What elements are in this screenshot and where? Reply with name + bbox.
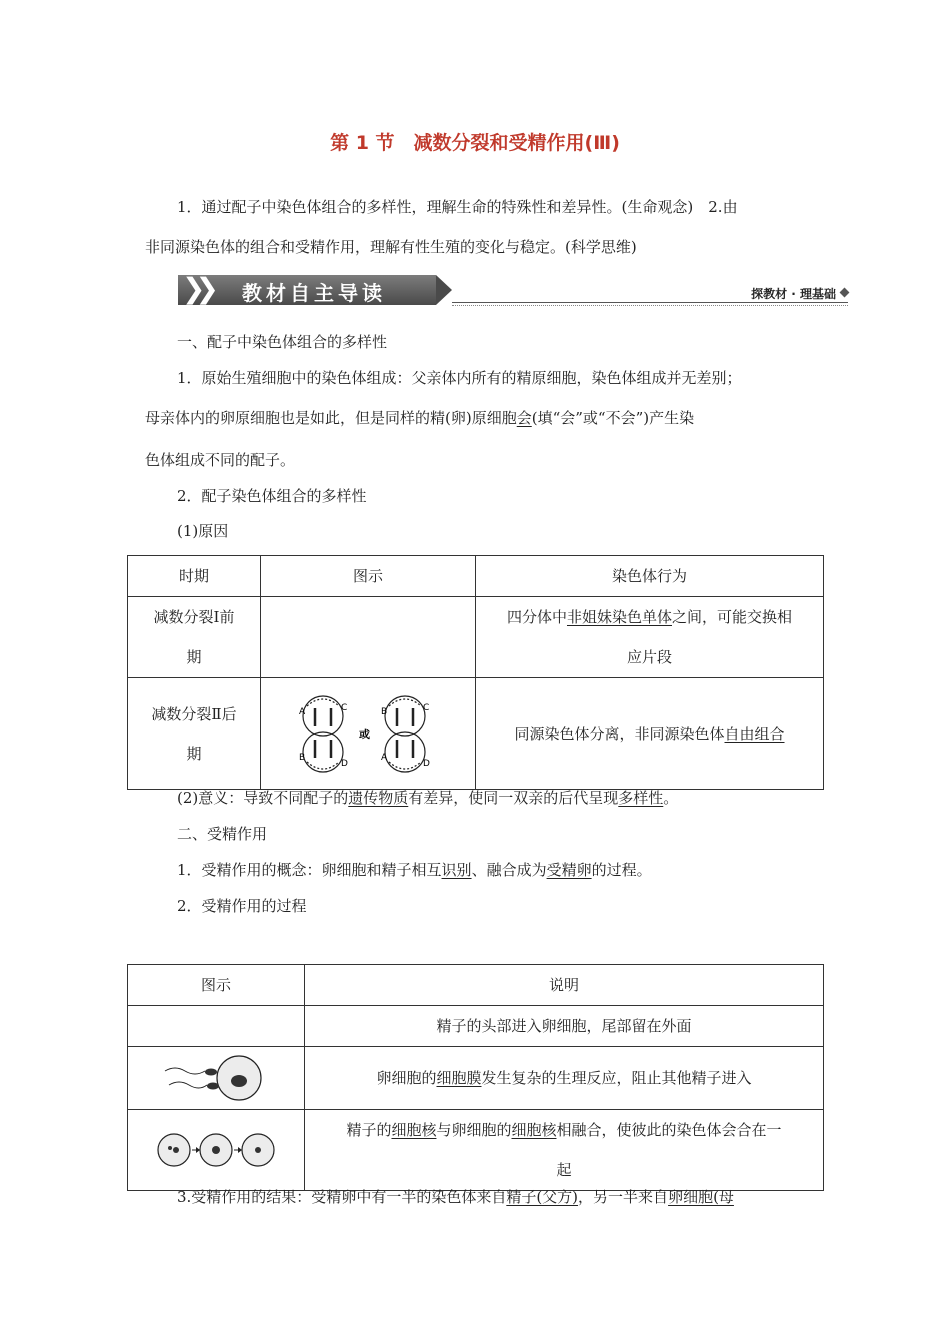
period-cell: 减数分裂Ⅰ前 期 [128,597,261,678]
page-title: 第 1 节 减数分裂和受精作用(Ⅲ) [330,132,620,154]
diamond-icon [840,288,850,298]
label-right-3: A [381,752,388,763]
section-banner [178,272,848,309]
table-header-row [128,965,824,1006]
section-2-heading: 二、受精作用 [177,825,268,843]
section-1-meaning: (2)意义：导致不同配子的遗传物质有差异，使同一双亲的后代呈现多样性。 [177,789,679,807]
section-1-heading: 一、配子中染色体组合的多样性 [177,333,388,351]
section-1-p1-line3: 色体组成不同的配子。 [145,451,296,469]
table-header: 图示 [128,965,305,1006]
behavior-cell: 同源染色体分离，非同源染色体自由组合 [476,678,824,790]
table-row [128,1006,824,1047]
label-left-3: B [299,752,306,763]
section-2-p3: 3.受精作用的结果：受精卵中有一半的染色体来自精子(父方)，另一半来自卵细胞(母 [177,1188,734,1206]
banner-rule [452,302,848,306]
section-1-reason: (1)原因 [177,522,229,540]
description-cell: 精子的细胞核与卵细胞的细胞核相融合，使彼此的染色体会合在一 起 [305,1110,824,1191]
objectives-line-2: 非同源染色体的组合和受精作用，理解有性生殖的变化与稳定。(科学思维) [145,238,637,256]
label-right-1: B [381,706,388,717]
label-left-2: C [341,702,348,713]
sperm-entering-egg-diagram [161,1053,271,1103]
table-row [128,1047,824,1110]
label-right-2: C [423,702,430,713]
cell-diagram-left [303,696,343,772]
diagram-cell [128,1047,305,1110]
objectives-line-1: 1．通过配子中染色体组合的多样性，理解生命的特殊性和差异性。(生命观念) 2.由 [177,198,738,216]
section-2-p2: 2．受精作用的过程 [177,897,307,915]
banner-subtitle: 探教材 · 理基础 [751,287,836,301]
section-1-p2: 2．配子染色体组合的多样性 [177,487,367,505]
section-2-p1: 1．受精作用的概念：卵细胞和精子相互识别、融合成为受精卵的过程。 [177,861,652,879]
cell-diagram-right [385,696,425,772]
table-header-row [128,556,824,597]
label-left-1: A [299,706,306,717]
table-header: 说明 [305,965,824,1006]
behavior-cell: 四分体中非姐妹染色单体之间，可能交换相 应片段 [476,597,824,678]
banner-bar [178,272,436,305]
diagram-cell-empty [261,597,476,678]
description-cell: 卵细胞的细胞膜发生复杂的生理反应，阻止其他精子进入 [305,1047,824,1110]
table-row [128,1110,824,1191]
period-cell: 减数分裂Ⅱ后 期 [128,678,261,790]
section-1-p1-line2: 母亲体内的卵原细胞也是如此，但是同样的精(卵)原细胞会(填“会”或“不会”)产生染 [145,409,695,427]
table-header: 图示 [261,556,476,597]
diagram-cell [261,678,476,790]
diagram-cell-empty [128,1006,305,1047]
table-header: 染色体行为 [476,556,824,597]
table-row [128,678,824,790]
fertilization-table [127,964,824,1191]
section-1-p1-line1: 1．原始生殖细胞中的染色体组成：父亲体内所有的精原细胞，染色体组成并无差别； [177,369,742,387]
diversity-table [127,555,824,790]
label-left-4: D [341,758,348,769]
diagram-cell [128,1110,305,1191]
description-cell: 精子的头部进入卵细胞，尾部留在外面 [305,1006,824,1047]
or-label: 或 [359,727,370,741]
nuclei-fusion-diagram [156,1130,276,1170]
table-header: 时期 [128,556,261,597]
double-chevron-icon: ❯❯ [182,272,209,305]
banner-title: 教材自主导读 [242,281,386,305]
label-right-4: D [423,758,430,769]
table-row [128,597,824,678]
chromosome-combination-diagram [293,694,443,774]
